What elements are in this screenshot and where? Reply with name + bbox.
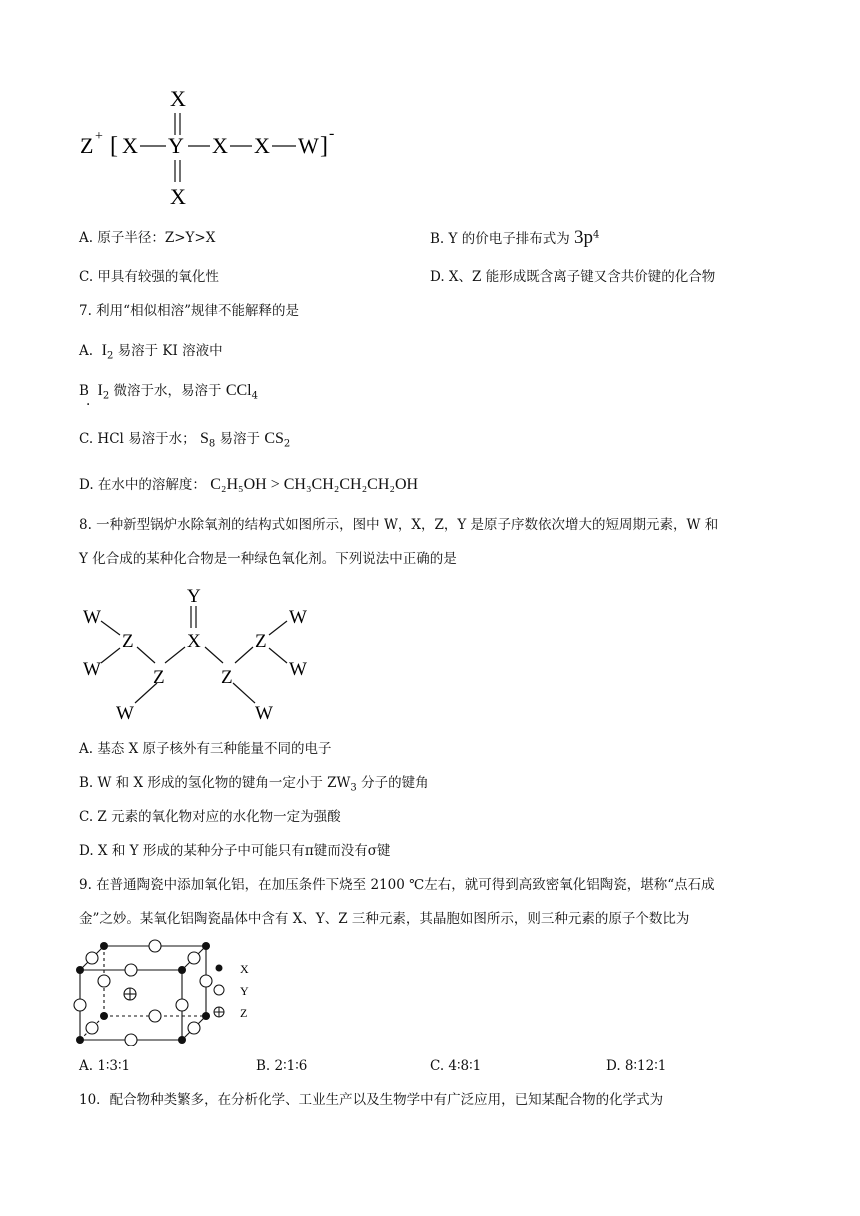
q7-option-c-sub: 8 xyxy=(208,438,216,450)
q8-structure-diagram xyxy=(75,583,335,728)
q8-atom-z-lower-right: Z xyxy=(221,667,233,688)
q8-stem-line2: Y 化合成的某种化合物是一种绿色氧化剂。下列说法中正确的是 xyxy=(79,551,457,567)
q8-stem-line1: 8. 一种新型锅炉水除氧剂的结构式如图所示，图中 W，X，Z，Y 是原子序数依次增大的短周期元素，W 和 xyxy=(79,517,719,533)
q9-option-d: D. 8∶12∶1 xyxy=(606,1058,667,1074)
q8-atom-x: X xyxy=(187,631,201,652)
q9-option-b: B. 2∶1∶6 xyxy=(256,1058,308,1074)
q9-option-a: A. 1∶3∶1 xyxy=(79,1058,131,1074)
q6-chain-y: Y xyxy=(168,133,184,158)
q8-atom-w-upper-left: W xyxy=(83,607,101,628)
q9-option-c: C. 4∶8∶1 xyxy=(430,1058,482,1074)
q7-option-b-formula2: CCl xyxy=(225,382,252,399)
q10-stem: 10．配合物种类繁多，在分析化学、工业生产以及生物学中有广泛应用，已知某配合物的化学式为 xyxy=(79,1092,664,1108)
q8-option-a: A. 基态 X 原子核外有三种能量不同的电子 xyxy=(79,741,332,757)
q6-top-x: X xyxy=(170,86,186,111)
q6-structure-diagram xyxy=(70,80,370,210)
q7-option-a xyxy=(79,342,223,360)
q8-atom-w-mid-right: W xyxy=(289,659,307,680)
q7-option-b xyxy=(79,382,258,400)
q7-option-b-sub: 2 xyxy=(102,390,110,402)
q9-stem-line2: 金”之妙。某氧化铝陶瓷晶体中含有 X、Y、Z 三种元素，其晶胞如图所示，则三种元素的原子个数比为 xyxy=(79,911,690,927)
q9-legend-x: X xyxy=(240,962,249,976)
q8-atom-w-mid-left: W xyxy=(83,659,101,680)
q6-cation-charge: + xyxy=(95,129,103,144)
q9-stem-line1: 9. 在普通陶瓷中添加氧化铝，在加压条件下烧至 2100 ℃左右，就可得到高致密氧化铝陶瓷，堪称“点石成 xyxy=(79,877,715,893)
q8-atom-w-bottom-right: W xyxy=(255,703,273,724)
q6-chain-x3: X xyxy=(254,133,270,158)
q8-atom-z-lower-left: Z xyxy=(153,667,165,688)
q7-option-a-text: 易溶于 KI 溶液中 xyxy=(117,343,223,359)
q8-atom-z-right: Z xyxy=(255,631,267,652)
q8-option-c: C. Z 元素的氧化物对应的水化物一定为强酸 xyxy=(79,809,341,825)
q7-option-c-text: C. HCl 易溶于水； xyxy=(79,431,196,447)
q8-option-b xyxy=(79,774,429,792)
q8-option-b-text: B. W 和 X 形成的氢化物的键角一定小于 ZW xyxy=(79,775,351,791)
q6-bracket-open: [ xyxy=(110,133,118,159)
q7-option-c-sub2: 2 xyxy=(283,438,291,450)
q6-option-a: A. 原子半径：Z>Y>X xyxy=(79,230,216,246)
q9-unit-cell-diagram xyxy=(72,938,272,1046)
q7-option-a-formula: I xyxy=(101,342,107,359)
q6-bracket-close: ] xyxy=(320,133,328,159)
q7-option-a-sub: 2 xyxy=(106,350,114,362)
q8-option-d: D. X 和 Y 形成的某种分子中可能只有π键而没有σ键 xyxy=(79,843,391,859)
q9-legend-z: Z xyxy=(240,1006,248,1020)
q7-option-d xyxy=(79,476,418,494)
q7-option-b-sub2: 4 xyxy=(251,390,258,402)
q8-option-b-text2: 分子的键角 xyxy=(361,775,429,791)
q7-option-b-text: 微溶于水，易溶于 xyxy=(113,383,222,399)
q8-atom-w-upper-right: W xyxy=(289,607,307,628)
q7-option-a-label: A. xyxy=(79,343,94,359)
q6-option-d: D. X、Z 能形成既含离子键又含共价键的化合物 xyxy=(430,269,716,285)
q8-option-b-sub: 3 xyxy=(350,782,357,794)
q7-option-b-label: B xyxy=(79,383,89,399)
q7-option-c-text2: 易溶于 xyxy=(219,431,261,447)
q7-option-d-formula: C₂H₅OH > CH₃CH₂CH₂CH₂OH xyxy=(210,476,419,493)
q7-option-c-formula: S xyxy=(199,430,209,447)
q7-option-b-formula: I xyxy=(97,382,103,399)
q7-option-c xyxy=(79,430,290,448)
q6-chain-x1: X xyxy=(122,133,138,158)
q7-stem: 7. 利用“相似相溶”规律不能解释的是 xyxy=(79,303,299,319)
q6-option-c: C. 甲具有较强的氧化性 xyxy=(79,269,219,285)
q7-option-c-formula2: CS xyxy=(264,430,284,447)
q6-option-b-sup: 4 xyxy=(593,229,600,241)
q6-option-b xyxy=(430,229,599,248)
q6-anion-charge: - xyxy=(329,125,335,142)
q7-option-d-text: D. 在水中的溶解度： xyxy=(79,477,206,493)
q6-option-b-text: B. Y 的价电子排布式为 xyxy=(430,231,570,247)
q6-bottom-x: X xyxy=(170,184,186,209)
q8-atom-y: Y xyxy=(187,586,201,607)
q6-chain-x2: X xyxy=(212,133,228,158)
q6-chain-w: W xyxy=(298,133,319,158)
q6-option-b-formula: 3p xyxy=(574,227,594,248)
q7-option-b-dot: . xyxy=(86,393,91,409)
q9-legend-y: Y xyxy=(240,984,249,998)
q6-cation: Z xyxy=(80,133,94,158)
q8-atom-z-left: Z xyxy=(122,631,134,652)
q8-atom-w-bottom-left: W xyxy=(116,703,134,724)
